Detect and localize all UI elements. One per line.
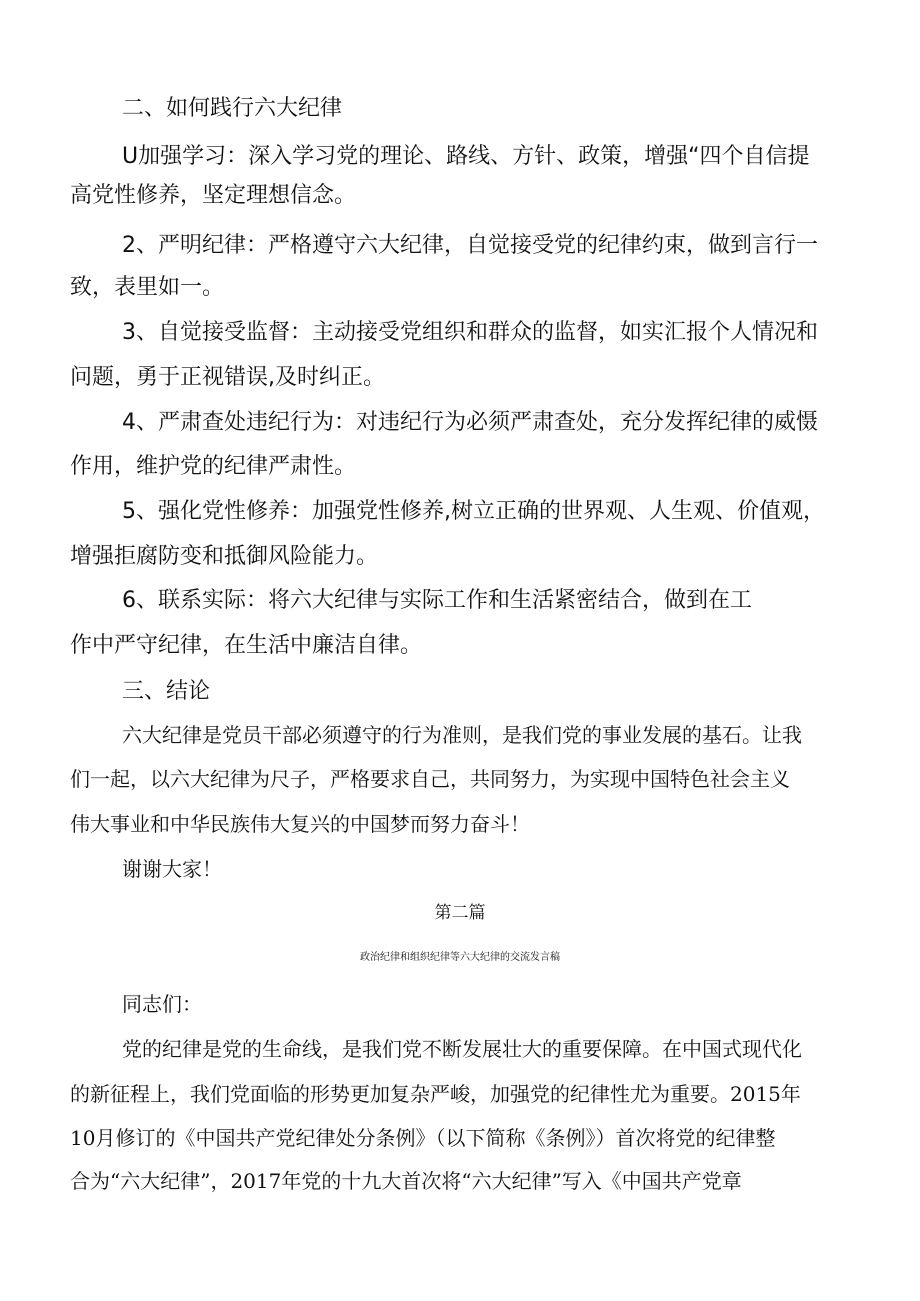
body-line-1: 党的纪律是党的生命线，是我们党不断发展壮大的重要保障。在中国式现代化 <box>122 1037 802 1061</box>
item-3-line-1: 3、自觉接受监督：主动接受党组织和群众的监督，如实汇报个人情况和 <box>122 320 818 345</box>
item-4-line-2: 作用，维护党的纪律严肃性。 <box>70 454 357 479</box>
item-4-line-1: 4、严肃查处违纪行为：对违纪行为必须严肃查处，充分发挥纪律的威慑 <box>122 410 818 435</box>
body-line-3: 10月修订的《中国共产党纪律处分条例》（以下简称《条例》）首次将党的纪律整 <box>70 1126 776 1150</box>
conclusion-line-1: 六大纪律是党员干部必须遵守的行为准则，是我们党的事业发展的基石。让我 <box>122 723 802 747</box>
thanks-text: 谢谢大家！ <box>122 857 222 881</box>
item-3-line-2: 问题，勇于正视错误,及时纠正。 <box>70 365 385 390</box>
conclusion-line-3: 伟大事业和中华民族伟大复兴的中国梦而努力奋斗！ <box>70 812 530 836</box>
item-2-line-1: 2、严明纪律：严格遵守六大纪律，自觉接受党的纪律约束，做到言行一 <box>122 233 818 258</box>
item-6-line-1: 6、联系实际：将六大纪律与实际工作和生活紧密结合，做到在工 <box>122 588 752 613</box>
body-line-2: 的新征程上，我们党面临的形势更加复杂严峻，加强党的纪律性尤为重要。2015年 <box>70 1082 801 1106</box>
item-5-line-1: 5、强化党性修养：加强党性修养,树立正确的世界观、人生观、价值观， <box>122 499 825 524</box>
item-1-line-2: 高党性修养，坚定理想信念。 <box>70 183 357 208</box>
section-two-heading: 二、如何践行六大纪律 <box>122 96 343 121</box>
item-6-line-2: 作中严守纪律，在生活中廉洁自律。 <box>70 633 423 658</box>
item-1-line-1: U加强学习：深入学习党的理论、路线、方针、政策，增强“四个自信提 <box>122 144 810 169</box>
body-line-4: 合为“六大纪律”，2017年党的十九大首次将“六大纪律”写入《中国共产党章 <box>70 1169 742 1193</box>
section-three-heading: 三、结论 <box>122 679 211 704</box>
part-title: 政治纪律和组织纪律等六大纪律的交流发言稿 <box>360 952 560 963</box>
conclusion-line-2: 们一起，以六大纪律为尺子，严格要求自己，共同努力，为实现中国特色社会主义 <box>70 767 790 791</box>
part-label: 第二篇 <box>434 903 486 923</box>
item-2-line-2: 致，表里如一。 <box>70 275 225 300</box>
item-5-line-2: 增强拒腐防变和抵御风险能力。 <box>70 544 379 569</box>
salutation: 同志们： <box>122 992 202 1016</box>
